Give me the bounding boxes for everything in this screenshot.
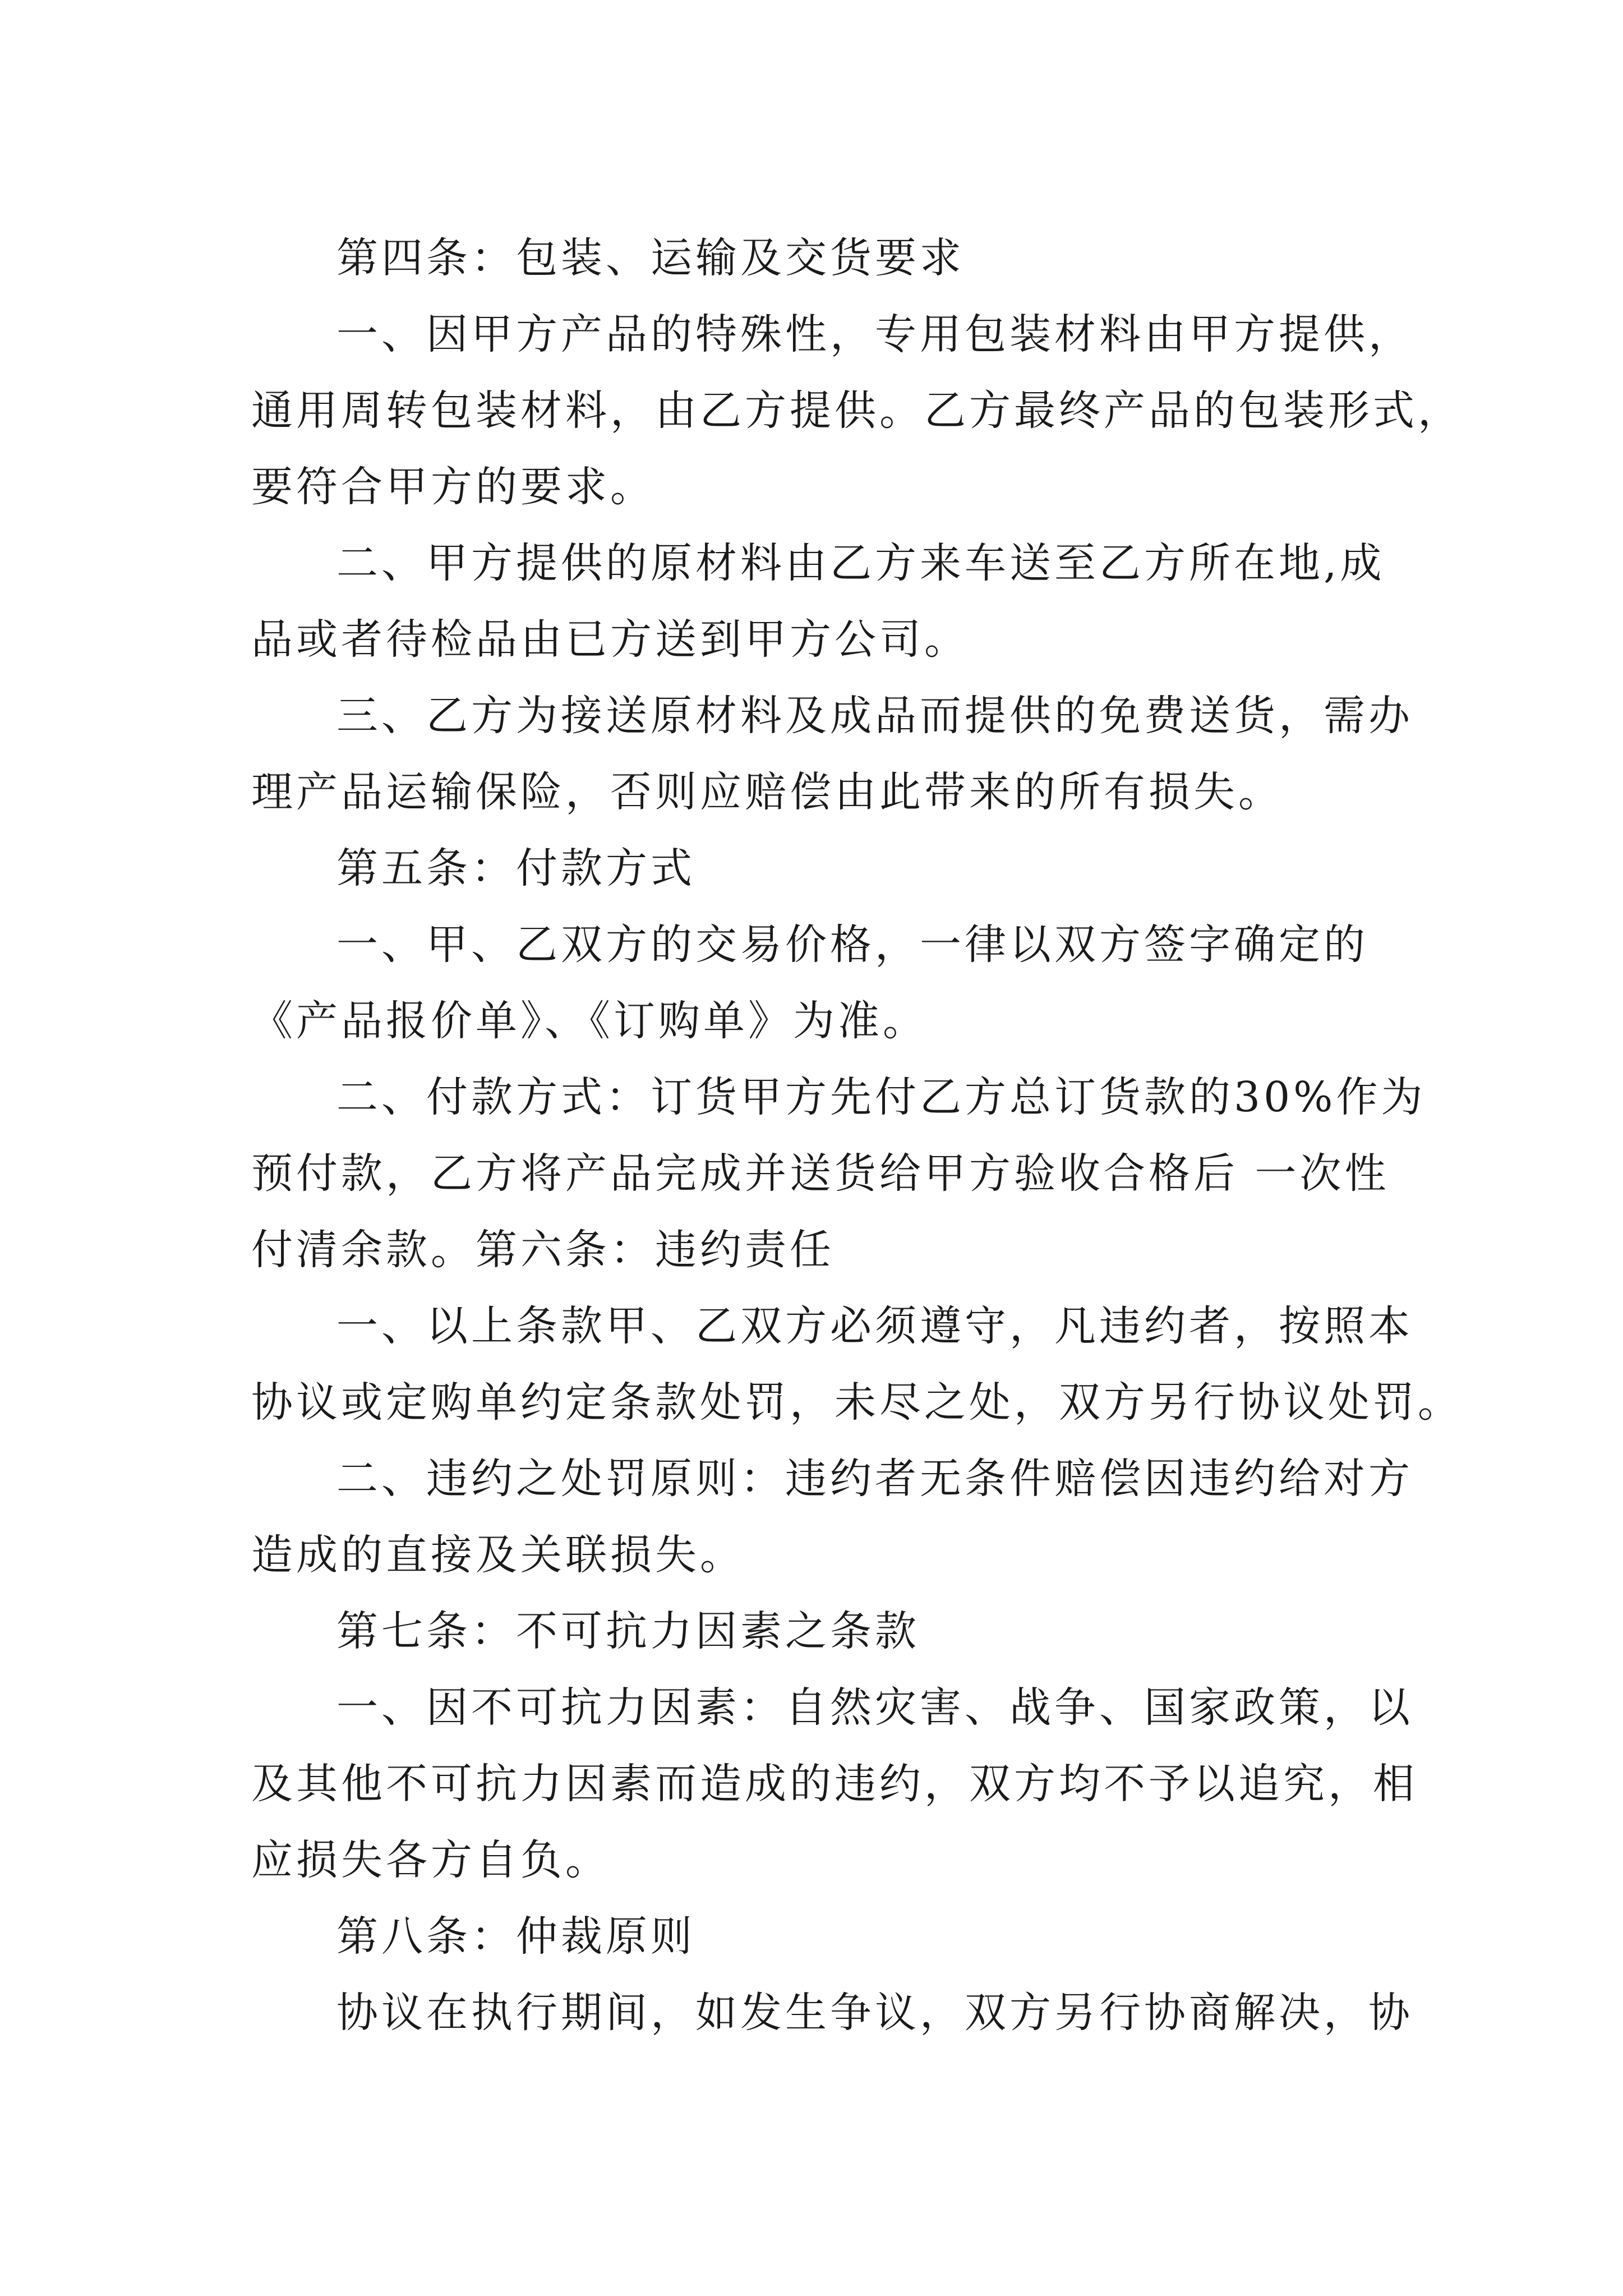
text-line: 二、违约之处罚原则：违约者无条件赔偿因违约给对方 bbox=[336, 1455, 1413, 1503]
text-line: 三、乙方为接送原材料及成品而提供的免费送货，需办 bbox=[336, 692, 1413, 740]
text-line: 一、因甲方产品的特殊性，专用包装材料由甲方提供， bbox=[336, 310, 1413, 358]
text-line: 协议或定购单约定条款处罚，未尽之处，双方另行协议处罚。 bbox=[251, 1378, 1463, 1427]
clause-4-heading: 第四条：包装、运输及交货要求 bbox=[336, 234, 965, 282]
text-line: 二、甲方提供的原材料由乙方来车送至乙方所在地,成 bbox=[336, 539, 1385, 587]
text-line: 及其他不可抗力因素而造成的违约，双方均不予以追究，相 bbox=[251, 1760, 1418, 1808]
text-line: 二、付款方式：订货甲方先付乙方总订货款的30%作为 bbox=[336, 1073, 1426, 1121]
text-line: 预付款，乙方将产品完成并送货给甲方验收合格后 一次性 bbox=[251, 1149, 1390, 1198]
text-line: 造成的直接及关联损失。 bbox=[251, 1531, 745, 1579]
text-line: 通用周转包装材料，由乙方提供。乙方最终产品的包装形式， bbox=[251, 386, 1463, 435]
contract-text-block bbox=[251, 220, 1463, 2051]
text-line: 一、以上条款甲、乙双方必须遵守，凡违约者，按照本 bbox=[336, 1302, 1413, 1350]
clause-5-heading: 第五条：付款方式 bbox=[336, 844, 695, 892]
text-line: 付清余款。第六条：违约责任 bbox=[251, 1226, 834, 1274]
text-line: 一、甲、乙双方的交易价格，一律以双方签字确定的 bbox=[336, 921, 1368, 969]
text-line: 协议在执行期间，如发生争议，双方另行协商解决，协 bbox=[336, 1989, 1413, 2037]
text-line: 《产品报价单》、《订购单》为准。 bbox=[251, 997, 928, 1045]
text-line: 应损失各方自负。 bbox=[251, 1836, 610, 1884]
text-line: 一、因不可抗力因素：自然灾害、战争、国家政策，以 bbox=[336, 1683, 1413, 1732]
text-line: 要符合甲方的要求。 bbox=[251, 463, 655, 511]
clause-8-heading: 第八条：仲裁原则 bbox=[336, 1912, 695, 1961]
text-line: 品或者待检品由已方送到甲方公司。 bbox=[251, 615, 969, 664]
text-line: 理产品运输保险，否则应赔偿由此带来的所有损失。 bbox=[251, 768, 1283, 816]
clause-7-heading: 第七条：不可抗力因素之条款 bbox=[336, 1607, 920, 1655]
